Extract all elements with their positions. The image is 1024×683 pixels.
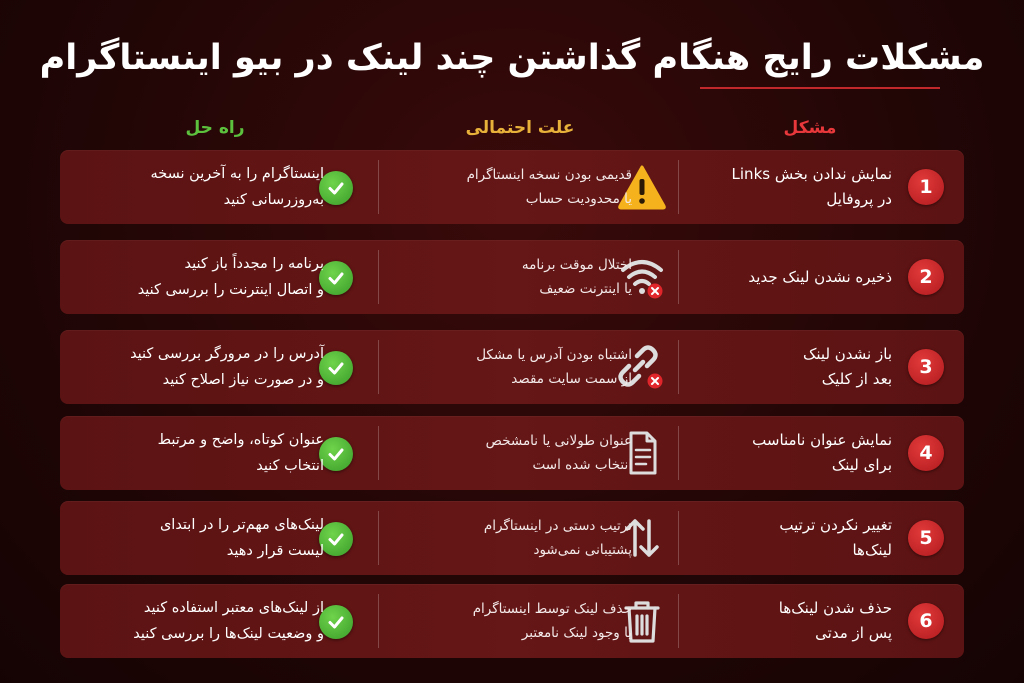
solution-line: و وضعیت لینک‌ها را بررسی کنید — [133, 626, 324, 642]
problem-line: پس از مدتی — [815, 624, 892, 642]
problem-text — [696, 501, 892, 575]
problem-line: ذخیره نشدن لینک جدید — [748, 267, 892, 286]
problem-text — [696, 150, 892, 224]
page-title: مشکلات رایج هنگام گذاشتن چند لینک در بیو اینستاگرام — [39, 38, 985, 78]
column-divider — [678, 426, 679, 480]
column-divider — [378, 250, 379, 304]
problem-text — [696, 416, 892, 490]
column-divider — [378, 160, 379, 214]
cause-text — [392, 584, 632, 658]
column-divider — [378, 340, 379, 394]
solution-line: لیست قرار دهید — [226, 543, 324, 559]
solution-text — [74, 240, 324, 314]
check-icon — [319, 261, 353, 295]
problem-line: بعد از کلیک — [821, 370, 892, 388]
row-number-badge: 6 — [908, 603, 944, 639]
header-cause: علت احتمالی — [465, 118, 575, 138]
cause-text — [392, 150, 632, 224]
cause-line: انتخاب شده است — [532, 457, 632, 473]
problem-line: لینک‌ها — [852, 541, 892, 559]
solution-text — [74, 150, 324, 224]
cause-line: پشتیبانی نمی‌شود — [533, 542, 632, 558]
solution-line: آدرس را در مرورگر بررسی کنید — [130, 346, 324, 362]
cause-line: اشتباه بودن آدرس یا مشکل — [476, 347, 632, 363]
column-divider — [678, 340, 679, 394]
solution-text — [74, 330, 324, 404]
solution-line: از لینک‌های معتبر استفاده کنید — [143, 600, 324, 616]
table-row — [60, 150, 964, 224]
solution-line: اینستاگرام را به آخرین نسخه — [150, 166, 324, 182]
column-divider — [378, 594, 379, 648]
solution-line: عنوان کوتاه، واضح و مرتبط — [157, 432, 324, 448]
problem-line: نمایش ندادن بخش Links — [731, 165, 892, 183]
problem-text — [696, 240, 892, 314]
solution-line: لینک‌های مهم‌تر را در ابتدای — [159, 517, 324, 533]
row-number-badge: 3 — [908, 349, 944, 385]
cause-line: ترتیب دستی در اینستاگرام — [483, 518, 632, 534]
solution-line: برنامه را مجدداً باز کنید — [184, 256, 324, 272]
problem-line: حذف شدن لینک‌ها — [778, 599, 892, 617]
check-icon — [319, 171, 353, 205]
column-divider — [678, 594, 679, 648]
solution-text — [74, 584, 324, 658]
cause-text — [392, 240, 632, 314]
solution-line: و اتصال اینترنت را بررسی کنید — [137, 282, 324, 298]
cause-line: حذف لینک توسط اینستاگرام — [472, 601, 632, 617]
check-icon — [319, 437, 353, 471]
cause-line: عنوان طولانی یا نامشخص — [485, 433, 632, 449]
cause-text — [392, 501, 632, 575]
table-row — [60, 330, 964, 404]
table-row — [60, 416, 964, 490]
problem-line: باز نشدن لینک — [802, 345, 892, 363]
table-row — [60, 240, 964, 314]
header-solution: راه حل — [185, 118, 245, 138]
cause-line: قدیمی بودن نسخه اینستاگرام — [466, 167, 632, 183]
column-divider — [678, 160, 679, 214]
solution-line: به‌روزرسانی کنید — [223, 192, 324, 208]
row-number-badge: 2 — [908, 259, 944, 295]
cause-line: یا وجود لینک نامعتبر — [521, 625, 632, 641]
cause-line: یا محدودیت حساب — [525, 191, 632, 207]
solution-text — [74, 416, 324, 490]
row-number-badge: 1 — [908, 169, 944, 205]
cause-line: از سمت سایت مقصد — [511, 371, 632, 387]
solution-line: و در صورت نیاز اصلاح کنید — [162, 372, 324, 388]
solution-line: انتخاب کنید — [256, 458, 324, 474]
problem-text — [696, 584, 892, 658]
cause-text — [392, 416, 632, 490]
problem-line: تغییر نکردن ترتیب — [779, 516, 892, 534]
header-problem: مشکل — [783, 118, 837, 138]
row-number-badge: 4 — [908, 435, 944, 471]
problem-line: نمایش عنوان نامناسب — [752, 431, 892, 449]
check-icon — [319, 605, 353, 639]
row-number-badge: 5 — [908, 520, 944, 556]
check-icon — [319, 351, 353, 385]
problem-text — [696, 330, 892, 404]
cause-line: اختلال موقت برنامه — [521, 257, 632, 273]
column-divider — [678, 250, 679, 304]
table-row — [60, 501, 964, 575]
cause-line: یا اینترنت ضعیف — [539, 281, 632, 297]
table-row — [60, 584, 964, 658]
cause-text — [392, 330, 632, 404]
problem-line: برای لینک — [831, 456, 892, 474]
problem-line: در پروفایل — [826, 190, 892, 208]
column-divider — [678, 511, 679, 565]
column-divider — [378, 511, 379, 565]
title-underline — [700, 87, 940, 89]
check-icon — [319, 522, 353, 556]
solution-text — [74, 501, 324, 575]
column-divider — [378, 426, 379, 480]
